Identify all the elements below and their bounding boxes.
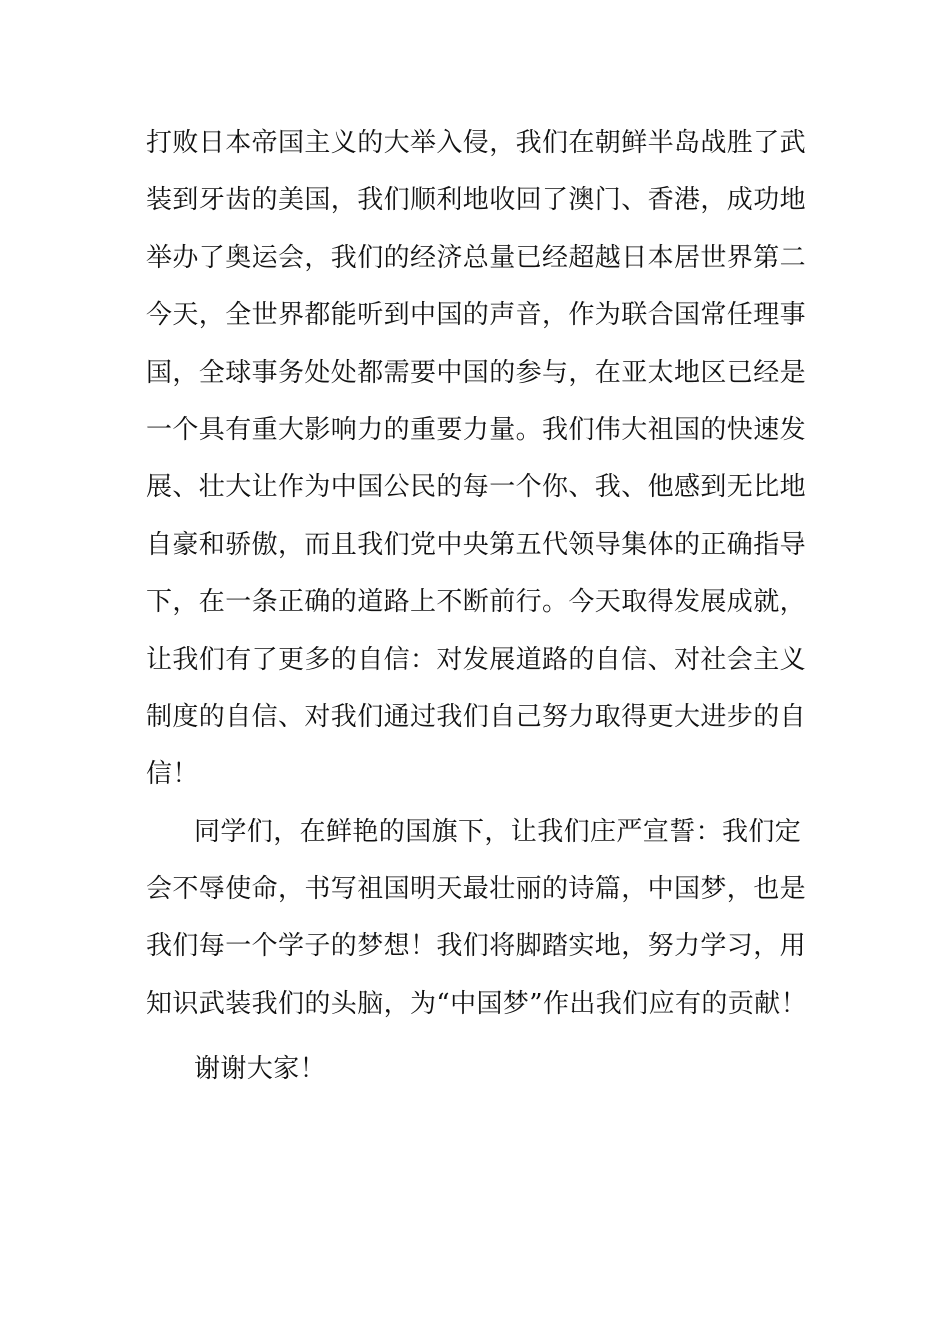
text-line: 信！: [146, 759, 199, 790]
text-line: 我们每一个学子的梦想！我们将脚踏实地，努力学习，用: [146, 931, 807, 962]
text-line: 制度的自信、对我们通过我们自己努力取得更大进步的自: [146, 701, 807, 732]
paragraph-spacer: [146, 1033, 816, 1041]
text-line: 举办了奥运会，我们的经济总量已经超越日本居世界第二: [146, 242, 807, 273]
text-line: 自豪和骄傲，而且我们党中央第五代领导集体的正确指导: [146, 529, 807, 560]
paragraph-1: [146, 115, 816, 804]
text-line: 会不辱使命，书写祖国明天最壮丽的诗篇，中国梦，也是: [146, 874, 807, 905]
text-line: 打败日本帝国主义的大举入侵，我们在朝鲜半岛战胜了武: [146, 128, 807, 158]
text-line: 让我们有了更多的自信：对发展道路的自信、对社会主义: [146, 644, 807, 675]
text-line: 今天，全世界都能听到中国的声音，作为联合国常任理事: [146, 300, 807, 331]
text-line: 下，在一条正确的道路上不断前行。今天取得发展成就，: [146, 587, 807, 618]
closing-line: 谢谢大家！: [194, 1054, 327, 1085]
paragraph-2: [146, 804, 816, 1034]
text-line: 国，全球事务处处都需要中国的参与，在亚太地区已经是: [146, 357, 807, 388]
text-line: 同学们，在鲜艳的国旗下，让我们庄严宣誓：我们定: [194, 816, 802, 847]
closing-paragraph: [146, 1041, 816, 1098]
text-line: 装到牙齿的美国，我们顺利地收回了澳门、香港，成功地: [146, 185, 807, 216]
document-body: [146, 115, 816, 1099]
text-line: 一个具有重大影响力的重要力量。我们伟大祖国的快速发: [146, 414, 807, 445]
text-line: 展、壮大让作为中国公民的每一个你、我、他感到无比地: [146, 472, 807, 503]
text-line: 知识武装我们的头脑，为“中国梦”作出我们应有的贡献！: [146, 988, 807, 1019]
